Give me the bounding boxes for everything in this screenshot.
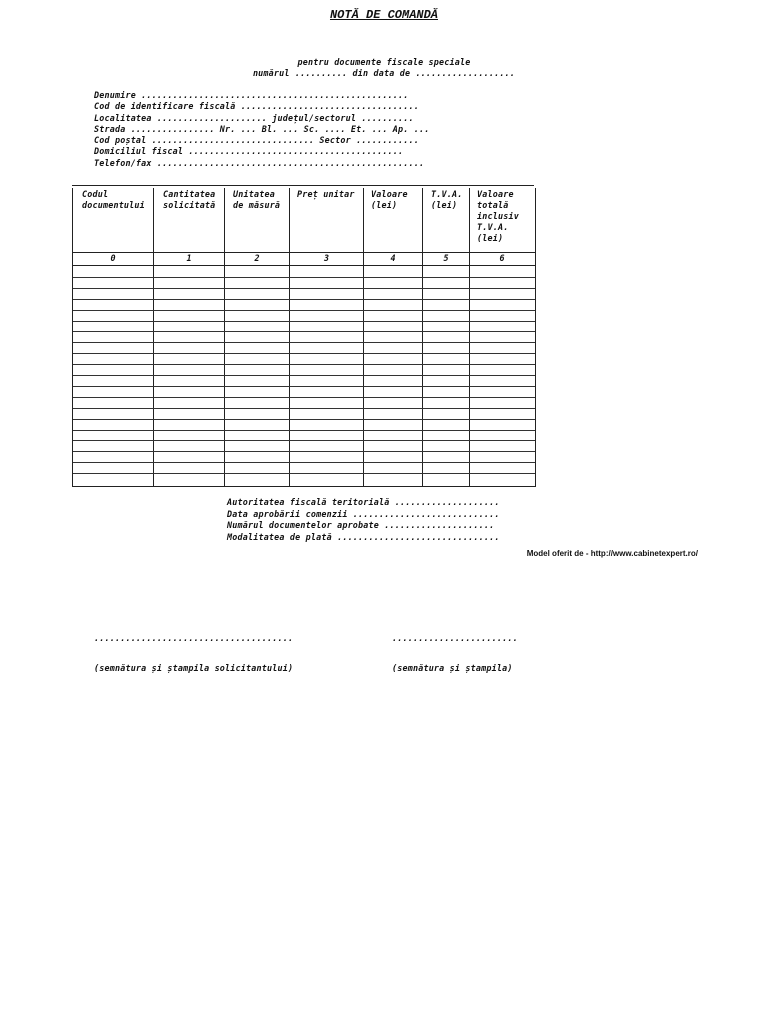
document-title: NOTĂ DE COMANDĂ bbox=[329, 8, 439, 22]
table-row-line bbox=[73, 462, 535, 463]
field-domiciliul: Domiciliul fiscal ......................................... bbox=[94, 146, 404, 157]
field-telefon: Telefon/fax ................................................... bbox=[94, 157, 425, 168]
field-cif: Cod de identificare fiscală .................................. bbox=[94, 101, 420, 112]
table-row-line bbox=[73, 386, 535, 387]
table-row-line bbox=[73, 451, 535, 452]
field-strada: Strada ................ Nr. ... Bl. ... Sc. .... Et. ... Ap. ... bbox=[94, 123, 430, 134]
credit-link[interactable]: Model oferit de - http://www.cabinetexpert.ro/ bbox=[526, 549, 698, 558]
header-valoare: Valoare (lei) bbox=[371, 189, 408, 210]
field-cod-postal: Cod poștal ............................... Sector ............ bbox=[94, 135, 420, 146]
signature-authority-dots: ........................ bbox=[392, 633, 518, 643]
header-cantitatea: Cantitatea solicitată bbox=[163, 189, 216, 210]
table-row-line bbox=[73, 473, 535, 474]
table-row-line bbox=[73, 353, 535, 354]
signature-authority bbox=[392, 613, 518, 693]
signature-applicant-label: (semnătura și ștampila solicitantului) bbox=[94, 663, 294, 673]
approval-fields bbox=[227, 497, 527, 543]
field-modalitatea-plata: Modalitatea de plată ............................... bbox=[227, 531, 500, 542]
table-number-row bbox=[73, 253, 535, 266]
table-row-line bbox=[73, 299, 535, 300]
field-denumire: Denumire ................................................... bbox=[94, 90, 409, 100]
table-row-line bbox=[73, 440, 535, 441]
col-number-5: 5 bbox=[443, 253, 449, 263]
signature-applicant bbox=[94, 613, 293, 693]
signature-authority-label: (semnătura și ștampila) bbox=[392, 663, 513, 673]
table-row-line bbox=[73, 288, 535, 289]
col-number-6: 6 bbox=[499, 253, 505, 263]
document-subtitle: pentru documente fiscale speciale bbox=[297, 57, 471, 67]
signature-applicant-dots: ...................................... bbox=[94, 633, 294, 643]
table-row-line bbox=[73, 364, 535, 365]
field-localitatea: Localitatea ..................... județul/sectorul .......... bbox=[94, 112, 414, 123]
header-unitatea: Unitatea de măsură bbox=[233, 189, 281, 210]
field-data-aprobarii: Data aprobării comenzii ............................ bbox=[227, 508, 500, 519]
col-number-0: 0 bbox=[110, 253, 116, 263]
table-row-line bbox=[73, 397, 535, 398]
header-codul: Codul documentului bbox=[82, 189, 145, 210]
order-table bbox=[72, 188, 536, 487]
table-header bbox=[73, 188, 535, 253]
table-row-line bbox=[73, 310, 535, 311]
field-autoritatea: Autoritatea fiscală teritorială .................... bbox=[227, 497, 500, 507]
applicant-fields bbox=[94, 90, 474, 169]
header-pret: Preț unitar bbox=[297, 189, 355, 199]
table-row-line bbox=[73, 342, 535, 343]
table-row-line bbox=[73, 430, 535, 431]
header-tva: T.V.A. (lei) bbox=[431, 189, 463, 210]
table-row-line bbox=[73, 331, 535, 332]
table-row-line bbox=[73, 321, 535, 322]
table-row-line bbox=[73, 375, 535, 376]
table-row-line bbox=[73, 277, 535, 278]
table-top-rule bbox=[72, 185, 534, 186]
table-row-line bbox=[73, 408, 535, 409]
header-valoare-totala: Valoare totală inclusiv T.V.A. (lei) bbox=[477, 189, 519, 243]
table-row-line bbox=[73, 419, 535, 420]
col-number-2: 2 bbox=[254, 253, 260, 263]
col-number-3: 3 bbox=[323, 253, 330, 263]
document-number-line: numărul .......... din data de ................... bbox=[252, 68, 516, 78]
col-number-4: 4 bbox=[390, 253, 396, 263]
col-number-1: 1 bbox=[186, 253, 192, 263]
field-numarul-documentelor: Numărul documentelor aprobate ..................... bbox=[227, 520, 495, 530]
